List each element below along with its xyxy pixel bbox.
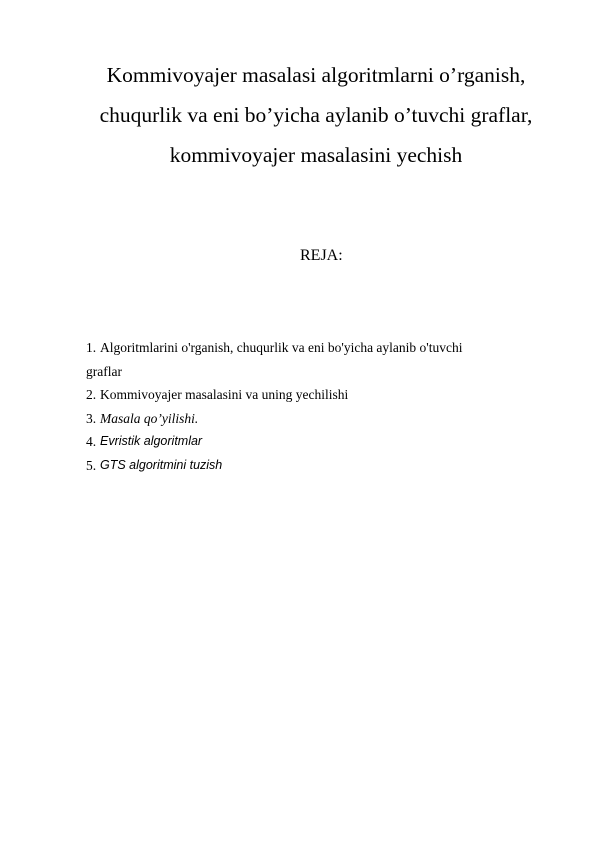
plan-item-text-continuation: graflar <box>86 363 122 379</box>
plan-item-text: Kommivoyajer masalasini va uning yechilishi <box>100 387 349 402</box>
plan-item-number: 2. <box>86 387 97 402</box>
plan-item-number: 3. <box>86 410 97 426</box>
plan-item-1-continuation <box>86 360 546 384</box>
plan-item-3 <box>86 407 546 431</box>
title-line-3: kommivoyajer masalasini yechish <box>169 143 463 167</box>
plan-item-number: 5. <box>86 457 97 473</box>
document-title <box>86 55 546 175</box>
plan-item-text: GTS algoritmini tuzish <box>100 457 223 472</box>
plan-item-1 <box>86 336 546 360</box>
title-line-1: Kommivoyajer masalasi algoritmlarni o’rganish, <box>106 63 526 87</box>
title-line-2: chuqurlik va eni bo’yicha aylanib o’tuvchi graflar, <box>99 103 533 127</box>
plan-item-text: Evristik algoritmlar <box>100 434 203 448</box>
plan-heading: REJA: <box>300 247 343 264</box>
plan-item-5 <box>86 454 546 478</box>
plan-item-text: Masala qo’yilishi. <box>100 410 199 426</box>
plan-item-number: 1. <box>86 340 97 355</box>
plan-list <box>86 336 546 477</box>
plan-item-2 <box>86 383 546 407</box>
plan-item-number: 4. <box>86 434 97 449</box>
plan-item-text: Algoritmlarini o'rganish, chuqurlik va eni bo'yicha aylanib o'tuvchi <box>100 340 463 355</box>
plan-item-4 <box>86 430 546 454</box>
